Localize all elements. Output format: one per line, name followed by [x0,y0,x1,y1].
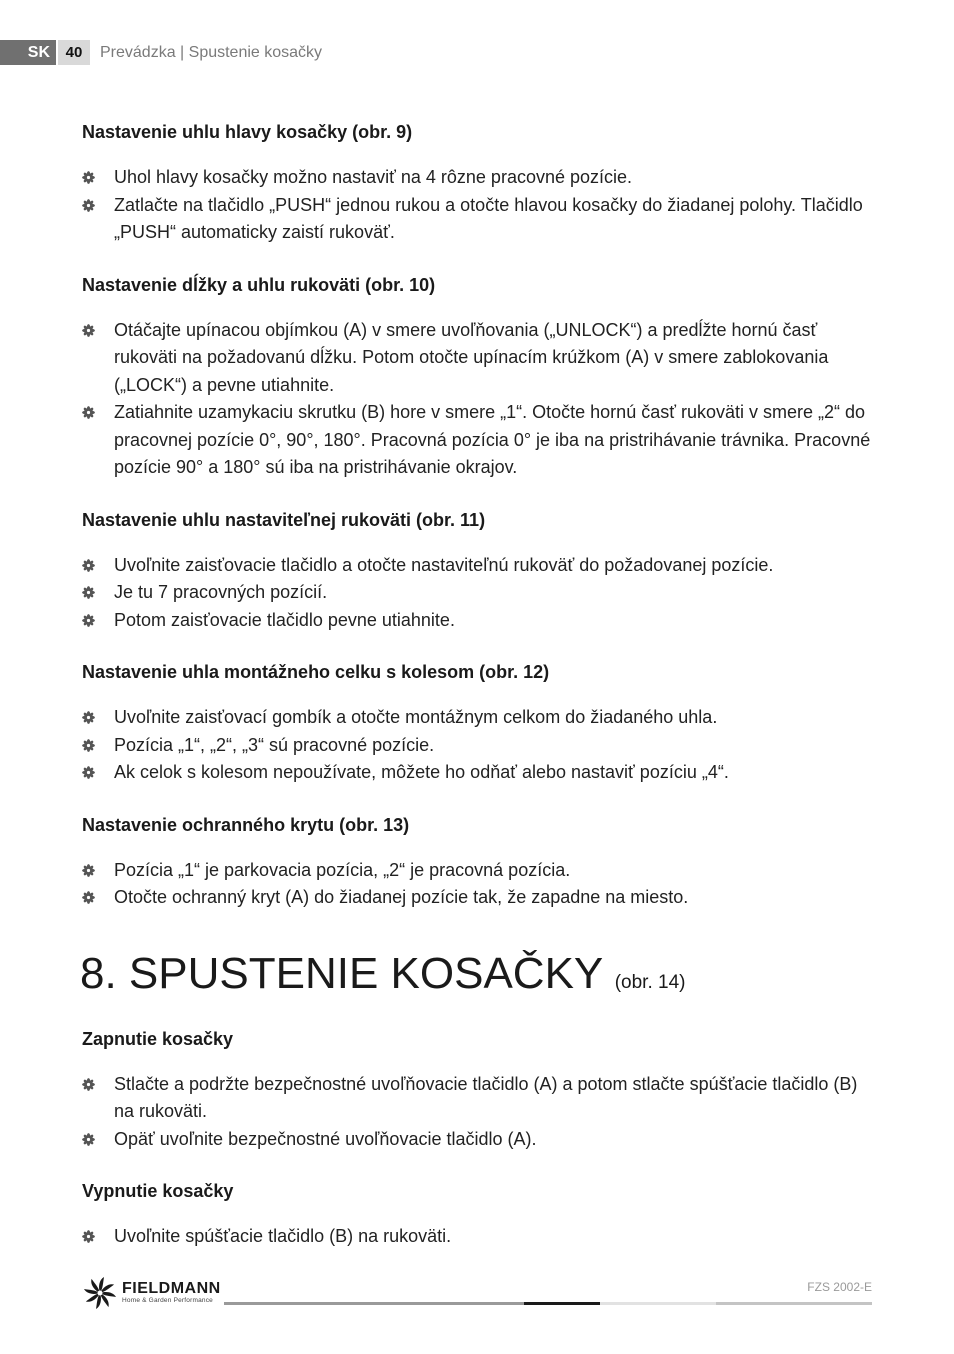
bullet-item [82,1071,882,1126]
bullet-text: Ak celok s kolesom nepoužívate, môžete ho odňať alebo nastaviť pozíciu „4“. [114,762,729,782]
flower-bullet-icon [82,199,95,212]
brand-tagline: Home & Garden Performance [122,1297,213,1304]
flower-bullet-icon [82,739,95,752]
bullet-item [82,857,882,885]
chapter-title [80,948,882,1009]
bullet-list [82,317,882,482]
bullet-item [82,607,882,635]
bullet-item [82,552,882,580]
bullet-list [82,1071,882,1154]
adjustment-sections [82,120,882,912]
bullet-item [82,1223,882,1251]
flower-bullet-icon [82,1230,95,1243]
flower-bullet-icon [82,1078,95,1091]
bullet-list [82,552,882,635]
section-heading: Nastavenie uhlu hlavy kosačky (obr. 9) [82,122,413,142]
section-heading: Nastavenie uhlu nastaviteľnej rukoväti (obr. 11) [82,509,486,530]
bullet-text: Otáčajte upínacou objímkou (A) v smere uvoľňovania („UNLOCK“) a predĺžte hornú časť rukoväti na požadovanú dĺžku. Potom otočte upínacím krúžkom (A) v smere zablokovania („LOCK“) a pevne utiahnite. [114,319,829,395]
running-header-title: Prevádzka | Spustenie kosačky [100,43,323,61]
brand-logo [82,1276,221,1310]
brand-name: FIELDMANN [122,1280,221,1297]
section-heading: Nastavenie dĺžky a uhlu rukoväti (obr. 10) [82,274,436,295]
section [82,660,882,787]
bullet-text: Uhol hlavy kosačky možno nastaviť na 4 rôzne pracovné pozície. [114,167,633,187]
language-tab: SK [0,40,56,65]
flower-bullet-icon [82,1133,95,1146]
bullet-text: Potom zaisťovacie tlačidlo pevne utiahnite. [114,609,455,630]
bullet-text: Je tu 7 pracovných pozícií. [114,582,328,602]
bullet-item [82,1126,882,1154]
bullet-text: Zatlačte na tlačidlo „PUSH“ jednou rukou a otočte hlavou kosačky do žiadanej polohy. Tlačidlo „PUSH“ automaticky zaistí rukoväť. [114,194,863,242]
flower-bullet-icon [82,559,95,572]
page-number: 40 [58,40,90,65]
section-heading: Nastavenie ochranného krytu (obr. 13) [82,814,410,835]
flower-bullet-icon [82,614,95,627]
flower-bullet-icon [82,586,95,599]
bullet-text: Stlačte a podržte bezpečnostné uvoľňovacie tlačidlo (A) a potom stlačte spúšťacie tlačidlo (B) na rukoväti. [114,1073,858,1121]
flower-bullet-icon [82,864,95,877]
footer-rule-light [600,1302,716,1305]
bullet-text: Uvoľnite spúšťacie tlačidlo (B) na rukoväti. [114,1226,452,1246]
bullet-item [82,759,882,787]
section-heading: Zapnutie kosačky [82,1028,234,1049]
flower-bullet-icon [82,766,95,779]
chapter-title-text: 8. SPUSTENIE KOSAČKY [80,948,603,998]
bullet-text: Pozícia „1“ je parkovacia pozícia, „2“ je pracovná pozícia. [114,859,571,880]
bullet-text: Otočte ochranný kryt (A) do žiadanej pozície tak, že zapadne na miesto. [114,887,689,907]
section-heading: Nastavenie uhla montážneho celku s kolesom (obr. 12) [82,662,550,682]
footer-rule-left [224,1302,524,1305]
fan-logo-icon [82,1276,118,1310]
flower-bullet-icon [82,324,95,337]
section-heading: Vypnutie kosačky [82,1181,234,1201]
bullet-item [82,884,882,912]
bullet-item [82,192,882,247]
section [82,813,882,912]
bullet-item [82,164,882,192]
bullet-text: Uvoľnite zaisťovací gombík a otočte montážnym celkom do žiadaného uhla. [114,707,718,727]
bullet-item [82,579,882,607]
bullet-text: Pozícia „1“, „2“, „3“ sú pracovné pozície. [114,734,435,755]
flower-bullet-icon [82,406,95,419]
flower-bullet-icon [82,171,95,184]
page-header [0,40,322,65]
bullet-item [82,399,882,482]
bullet-item [82,704,882,732]
main-content [82,120,882,1277]
section [82,120,882,247]
bullet-text: Opäť uvoľnite bezpečnostné uvoľňovacie tlačidlo (A). [114,1128,537,1149]
flower-bullet-icon [82,891,95,904]
logo-text [122,1281,221,1305]
section [82,1027,882,1154]
section [82,508,882,635]
footer-rule-dark [524,1302,600,1305]
section [82,273,882,482]
start-sections [82,1027,882,1251]
chapter-figure-ref: (obr. 14) [614,971,686,993]
bullet-text: Uvoľnite zaisťovacie tlačidlo a otočte nastaviteľnú rukoväť do požadovanej pozície. [114,554,774,575]
bullet-item [82,317,882,400]
bullet-list [82,1223,882,1251]
footer-rule-right [716,1302,872,1305]
bullet-list [82,164,882,247]
section [82,1179,882,1251]
model-number: FZS 2002-E [807,1280,872,1294]
bullet-list [82,704,882,787]
flower-bullet-icon [82,711,95,724]
bullet-text: Zatiahnite uzamykaciu skrutku (B) hore v smere „1“. Otočte hornú časť rukoväti v smere „2“ do pracovnej pozície 0°, 90°, 180°. Pracovná pozícia 0° je iba na pristrihávanie trávnika. Pracovné pozície 90° a 180° sú iba na pristrihávanie okrajov. [114,402,871,477]
bullet-item [82,732,882,760]
bullet-list [82,857,882,912]
